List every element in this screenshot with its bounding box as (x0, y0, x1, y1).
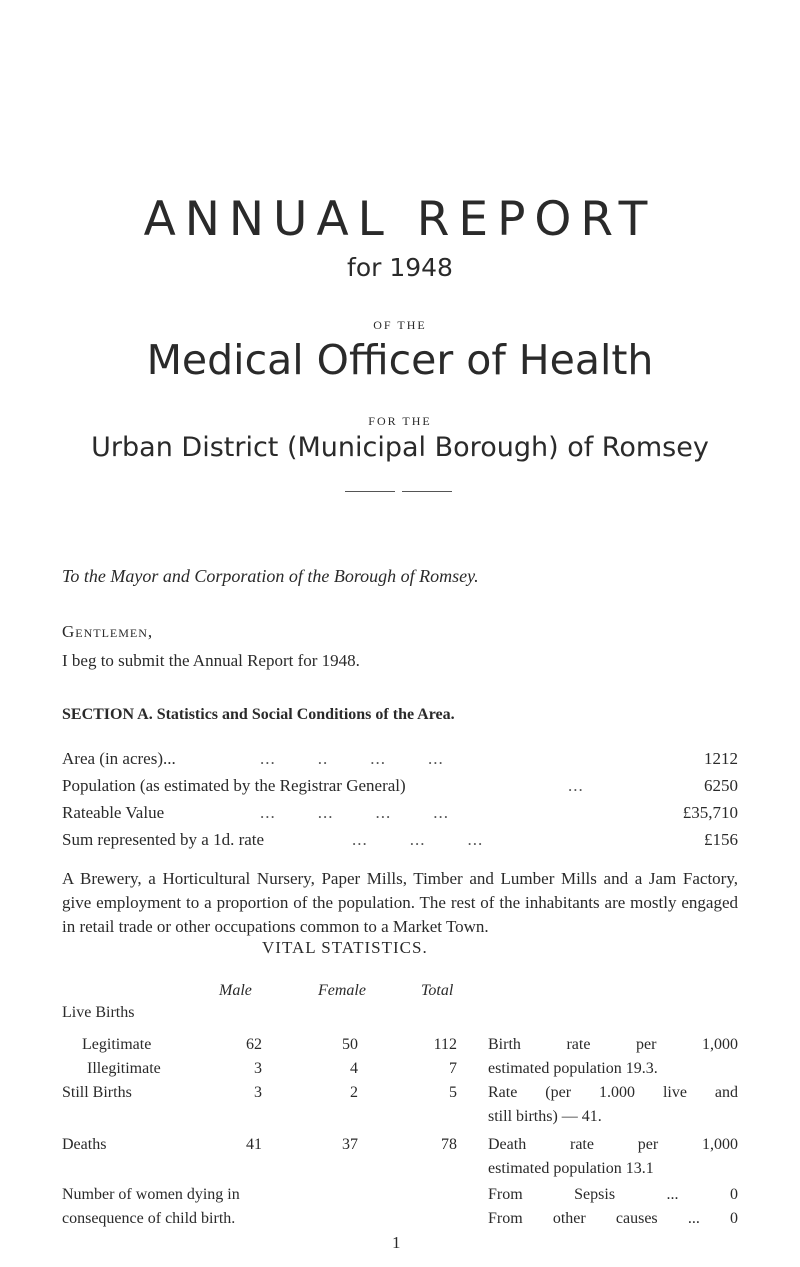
of-the-label: OF THE (373, 318, 427, 332)
stat-value: 1212 (704, 749, 738, 768)
illegitimate-male: 3 (254, 1060, 262, 1077)
stat-value: £156 (704, 830, 738, 849)
leader-dots: ... .. ... ... (260, 749, 444, 768)
letter-intro: I beg to submit the Annual Report for 1948. (62, 651, 360, 670)
divider-right (402, 491, 452, 492)
birth-rate-line-2: estimated population 19.3. (488, 1060, 658, 1077)
deaths-total: 78 (441, 1136, 457, 1153)
report-title: ANNUAL REPORT (143, 192, 657, 247)
still-births-female: 2 (350, 1084, 358, 1101)
column-header-female: Female (318, 982, 366, 999)
column-header-total: Total (421, 982, 454, 999)
illegitimate-female: 4 (350, 1060, 358, 1077)
district-name: Urban District (Municipal Borough) of Romsey (91, 432, 709, 463)
sepsis-deaths: From Sepsis ... 0 (488, 1186, 738, 1203)
still-rate-line-2: still births) — 41. (488, 1108, 602, 1125)
stat-value: 6250 (704, 776, 738, 795)
death-rate-line-2: estimated population 13.1 (488, 1160, 654, 1177)
legitimate-total: 112 (433, 1036, 457, 1053)
legitimate-male: 62 (246, 1036, 262, 1053)
still-rate-line-1: Rate (per 1.000 live and (488, 1084, 738, 1101)
deaths-male: 41 (246, 1136, 262, 1153)
maternal-deaths-label-1: Number of women dying in (62, 1186, 240, 1203)
page-number: 1 (392, 1233, 401, 1252)
for-the-label: FOR THE (368, 414, 432, 428)
deaths-female: 37 (342, 1136, 358, 1153)
letter-salutation: Gentlemen, (62, 622, 154, 641)
leader-dots: ... ... ... (352, 830, 484, 849)
other-causes-deaths: From other causes ... 0 (488, 1210, 738, 1227)
vital-statistics-title: VITAL STATISTICS. (262, 938, 428, 957)
stat-row-area (62, 749, 738, 773)
divider-left (345, 491, 395, 492)
birth-rate-line-1: Birth rate per 1,000 (488, 1036, 738, 1053)
stat-label: Rateable Value (62, 803, 165, 822)
stat-row-population (62, 776, 738, 800)
stat-label: Population (as estimated by the Registrar General) (62, 776, 406, 795)
live-births-label: Live Births (62, 1004, 135, 1021)
row-label-legitimate: Legitimate (82, 1036, 152, 1053)
letter-address: To the Mayor and Corporation of the Borough of Romsey. (62, 566, 479, 586)
report-year: for 1948 (347, 253, 453, 282)
column-header-male: Male (219, 982, 252, 999)
stat-label: Sum represented by a 1d. rate (62, 830, 265, 849)
row-label-deaths: Deaths (62, 1136, 107, 1153)
death-rate-line-1: Death rate per 1,000 (488, 1136, 738, 1153)
stat-value: £35,710 (682, 803, 738, 822)
row-label-illegitimate: Illegitimate (87, 1060, 161, 1077)
maternal-deaths-label-2: consequence of child birth. (62, 1210, 236, 1227)
leader-dots: ... (568, 776, 584, 795)
report-subtitle: Medical Officer of Health (146, 336, 654, 384)
row-label-still-births: Still Births (62, 1084, 132, 1101)
stat-label: Area (in acres)... (62, 749, 176, 768)
leader-dots: ... ... ... ... (260, 803, 449, 822)
illegitimate-total: 7 (449, 1060, 457, 1077)
stat-row-rateable-value (62, 803, 738, 827)
section-a-heading: SECTION A. Statistics and Social Conditions of the Area. (62, 706, 455, 723)
employment-paragraph: A Brewery, a Horticultural Nursery, Paper Mills, Timber and Lumber Mills and a Jam Factory, give employment to a proportion of the population. The rest of the inhabitants are mostly engaged in retail trade or other occupations common to a Market Town. (62, 869, 738, 936)
still-births-total: 5 (449, 1084, 457, 1101)
stat-row-penny-rate (62, 830, 738, 854)
still-births-male: 3 (254, 1084, 262, 1101)
legitimate-female: 50 (342, 1036, 358, 1053)
